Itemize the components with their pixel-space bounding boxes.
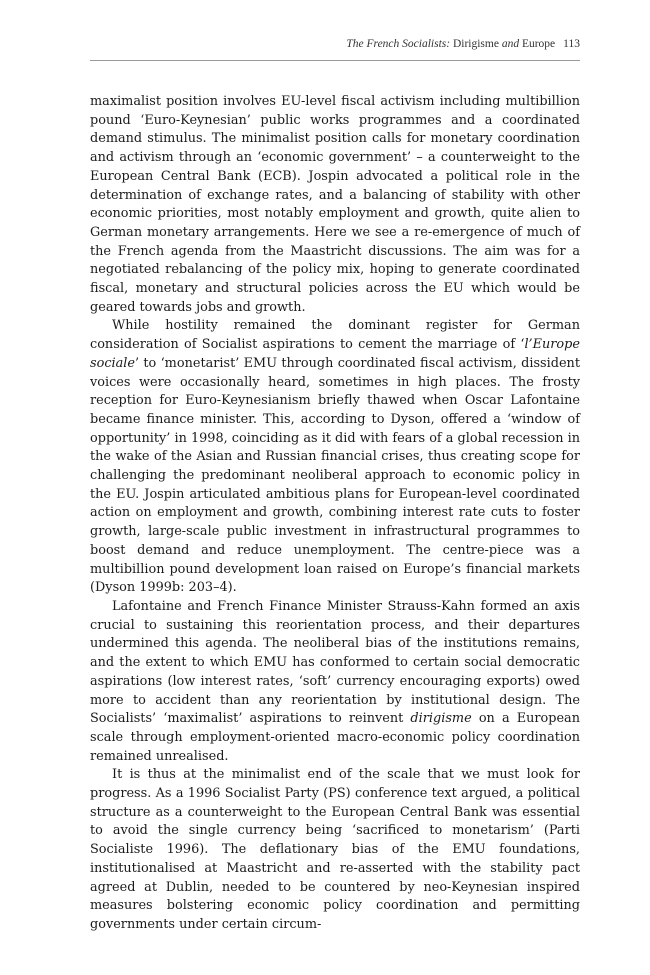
body-text bbox=[90, 93, 580, 935]
running-head-title bbox=[346, 38, 555, 50]
running-head bbox=[90, 38, 580, 50]
emphasis-europe-sociale: l’Europe sociale bbox=[90, 337, 580, 371]
running-head-title-europe: Europe bbox=[521, 38, 556, 50]
paragraph-2: While hostility remained the dominant register for German consideration of Socialist aspirations to cement the marriage of ‘l’Europe sociale’ to ‘monetarist’ EMU through coordinated fiscal activism, dissident voices were occasionally heard, sometimes in high places. The frosty reception for Euro-Keynesianism briefly thawed when Oscar Lafontaine became finance minister. This, according to Dyson, offered a ‘window of opportunity’ in 1998, coinciding as it did with fears of a global recession in the wake of the Asian and Russian financial crises, thus creating scope for challenging the predominant neoliberal approach to economic policy in the EU. Jospin articulated ambitious plans for European-level coordinated action on employment and growth, combining interest rate cuts to foster growth, large-scale public investment in infrastructural programmes to boost demand and reduce unemployment. The centre-piece was a multibillion pound development loan raised on Europe’s financial markets (Dyson 1999b: 203–4). bbox=[90, 318, 580, 596]
running-head-title-start: The French Socialists: bbox=[346, 38, 453, 50]
paragraph-1: maximalist position involves EU-level fiscal activism including multibillion pound ‘Euro-Keynesian’ public works programmes and a coordinated demand stimulus. The minimalist position calls for monetary coordination and activism through an ‘economic government’ – a counterweight to the European Central Bank (ECB). Jospin advocated a political role in the determination of exchange rates, and a balancing of stability with other economic priorities, most notably employment and growth, quite alien to German monetary arrangements. Here we see a re-emergence of much of the French agenda from the Maastricht discussions. The aim was for a negotiated rebalancing of the policy mix, hoping to generate coordinated fiscal, monetary and structural policies across the EU which would be geared towards jobs and growth. bbox=[90, 94, 580, 315]
emphasis-dirigisme: dirigisme bbox=[410, 711, 472, 727]
running-head-title-dirigisme: Dirigisme bbox=[452, 38, 499, 50]
running-head-title-and: and bbox=[498, 38, 522, 50]
paragraph-4: It is thus at the minimalist end of the scale that we must look for progress. As a 1996 Socialist Party (PS) conference text argued, a political structure as a counterweight to the European Central Bank was essential to avoid the single currency being ‘sacrificed to monetarism’ (Parti Socialiste 1996). The deflationary bias of the EMU foundations, institutionalised at Maastricht and re-asserted with the stability pact agreed at Dublin, needed to be countered by neo-Keynesian inspired measures bolstering economic policy coordination and permitting governments under certain circum- bbox=[90, 767, 580, 932]
page-number: 113 bbox=[563, 38, 580, 50]
header-rule bbox=[90, 60, 580, 61]
paragraph-3: Lafontaine and French Finance Minister Strauss-Kahn formed an axis crucial to sustaining this reorientation process, and their departures undermined this agenda. The neoliberal bias of the institutions remains, and the extent to which EMU has conformed to certain social democratic aspirations (low interest rates, ‘soft’ currency encouraging exports) owed more to accident than any reorientation by institutional design. The Socialists’ ‘maximalist’ aspirations to reinvent dirigisme on a European scale through employment-oriented macro-economic policy coordination remained unrealised. bbox=[90, 598, 580, 764]
